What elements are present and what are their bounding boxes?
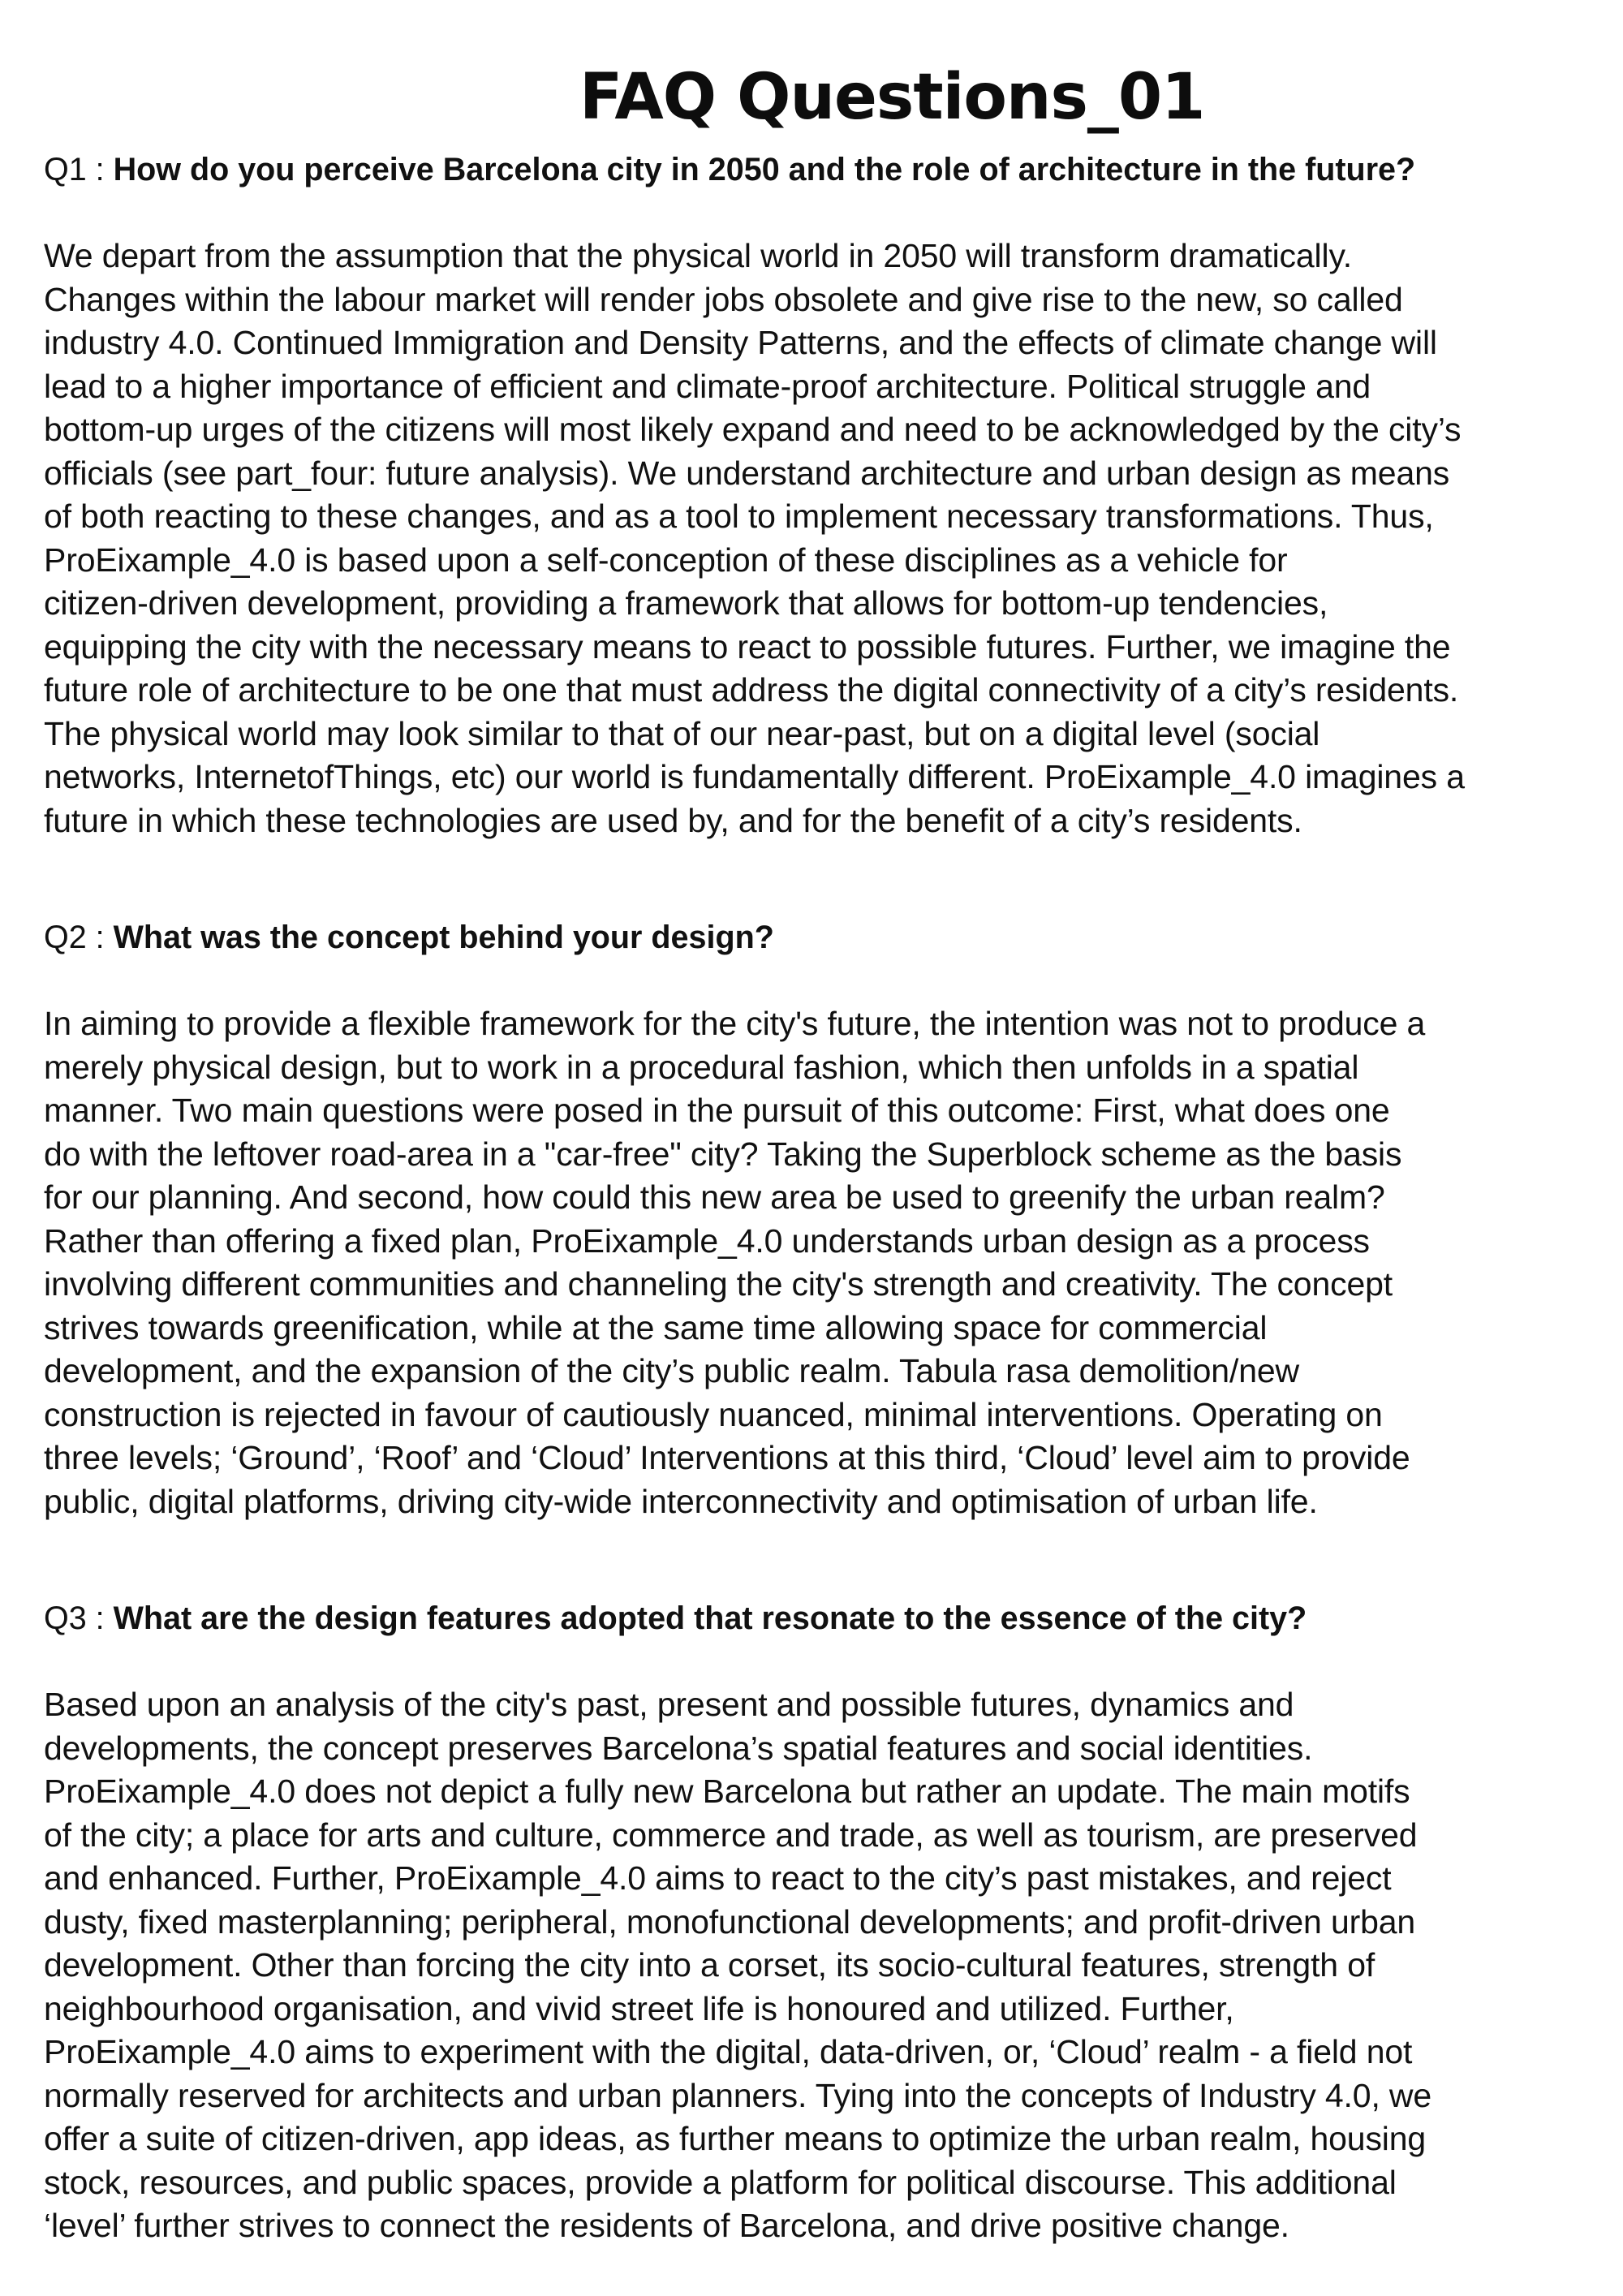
answer-line: ProEixample_4.0 is based upon a self-conception of these disciplines as a vehicle for (44, 541, 1288, 579)
question-heading (44, 148, 1579, 192)
question-text: What was the concept behind your design? (113, 920, 774, 955)
answer-line: We depart from the assumption that the physical world in 2050 will transform dramatically. (44, 237, 1353, 274)
answer-line: construction is rejected in favour of cautiously nuanced, minimal interventions. Operating on (44, 1395, 1383, 1433)
answer-line: Rather than offering a fixed plan, ProEixample_4.0 understands urban design as a process (44, 1221, 1370, 1260)
question-prefix: Q2 : (44, 920, 114, 955)
answer-line: developments, the concept preserves Barcelona’s spatial features and social identities. (44, 1729, 1313, 1767)
answer-line: lead to a higher importance of efficient and climate-proof architecture. Political struggle and (44, 367, 1371, 405)
page-title: FAQ Questions_01 (579, 61, 1205, 134)
faq-item-q1 (44, 148, 1579, 842)
answer-line: future in which these technologies are used by, and for the benefit of a city’s residents. (44, 801, 1302, 839)
faq-item-q3 (44, 1596, 1579, 2248)
question-heading (44, 915, 1579, 959)
question-prefix: Q3 : (44, 1600, 114, 1636)
answer-line: manner. Two main questions were posed in the pursuit of this outcome: First, what does one (44, 1092, 1390, 1129)
answer-line: development. Other than forcing the city into a corset, its socio-cultural features, strength of (44, 1946, 1375, 1984)
answer-line: The physical world may look similar to that of our near-past, but on a digital level (social (44, 714, 1320, 752)
question-prefix: Q1 : (44, 152, 114, 187)
answer-line: of both reacting to these changes, and as a tool to implement necessary transformations. Thus, (44, 498, 1434, 535)
answer-line: future role of architecture to be one that must address the digital connectivity of a city’s residents. (44, 671, 1459, 709)
answer-line: equipping the city with the necessary means to react to possible futures. Further, we imagine the (44, 627, 1451, 666)
question-heading (44, 1596, 1579, 1640)
answer-line: Based upon an analysis of the city's past, present and possible futures, dynamics and (44, 1686, 1294, 1723)
answer-paragraph (44, 235, 1579, 842)
answer-line: bottom-up urges of the citizens will most likely expand and need to be acknowledged by the city’s (44, 411, 1462, 448)
answer-line: development, and the expansion of the city’s public realm. Tabula rasa demolition/new (44, 1352, 1299, 1389)
answer-line: do with the leftover road-area in a "car-free" city? Taking the Superblock scheme as the basis (44, 1135, 1402, 1173)
answer-line: offer a suite of citizen-driven, app ideas, as further means to optimize the urban realm, housing (44, 2120, 1427, 2157)
answer-line: merely physical design, but to work in a procedural fashion, which then unfolds in a spatial (44, 1048, 1359, 1086)
answer-paragraph (44, 1683, 1579, 2248)
answer-line: networks, InternetofThings, etc) our world is fundamentally different. ProEixample_4.0 imagines a (44, 758, 1465, 795)
answer-line: industry 4.0. Continued Immigration and Density Patterns, and the effects of climate change will (44, 324, 1437, 361)
answer-line: public, digital platforms, driving city-wide interconnectivity and optimisation of urban life. (44, 1482, 1318, 1520)
question-text: How do you perceive Barcelona city in 2050 and the role of architecture in the future? (113, 152, 1416, 187)
answer-line: of the city; a place for arts and culture, commerce and trade, as well as tourism, are preserved (44, 1816, 1418, 1854)
answer-line: normally reserved for architects and urban planners. Tying into the concepts of Industry 4.0, we (44, 2076, 1432, 2114)
answer-line: and enhanced. Further, ProEixample_4.0 aims to react to the city’s past mistakes, and reject (44, 1859, 1392, 1897)
answer-paragraph (44, 1002, 1579, 1523)
answer-line: strives towards greenification, while at the same time allowing space for commercial (44, 1308, 1268, 1346)
answer-line: officials (see part_four: future analysis). We understand architecture and urban design as means (44, 454, 1450, 492)
answer-line: citizen-driven development, providing a framework that allows for bottom-up tendencies, (44, 584, 1328, 622)
answer-line: stock, resources, and public spaces, provide a platform for political discourse. This additional (44, 2163, 1397, 2201)
answer-line: involving different communities and channeling the city's strength and creativity. The concept (44, 1265, 1393, 1303)
answer-line: ProEixample_4.0 does not depict a fully new Barcelona but rather an update. The main motifs (44, 1773, 1410, 1810)
faq-item-q2 (44, 915, 1579, 1523)
answer-line: three levels; ‘Ground’, ‘Roof’ and ‘Cloud’ Interventions at this third, ‘Cloud’ level aim to provide (44, 1439, 1410, 1476)
answer-line: neighbourhood organisation, and vivid street life is honoured and utilized. Further, (44, 1989, 1234, 2027)
answer-line: ProEixample_4.0 aims to experiment with the digital, data-driven, or, ‘Cloud’ realm - a field not (44, 2033, 1413, 2070)
question-text: What are the design features adopted that resonate to the essence of the city? (113, 1600, 1307, 1636)
answer-line: Changes within the labour market will render jobs obsolete and give rise to the new, so called (44, 280, 1403, 318)
answer-line: In aiming to provide a flexible framework for the city's future, the intention was not to produce a (44, 1005, 1426, 1042)
answer-line: dusty, fixed masterplanning; peripheral, monofunctional developments; and profit-driven urban (44, 1902, 1416, 1941)
answer-line: ‘level’ further strives to connect the residents of Barcelona, and drive positive change. (44, 2207, 1289, 2244)
answer-line: for our planning. And second, how could this new area be used to greenify the urban realm? (44, 1178, 1385, 1216)
